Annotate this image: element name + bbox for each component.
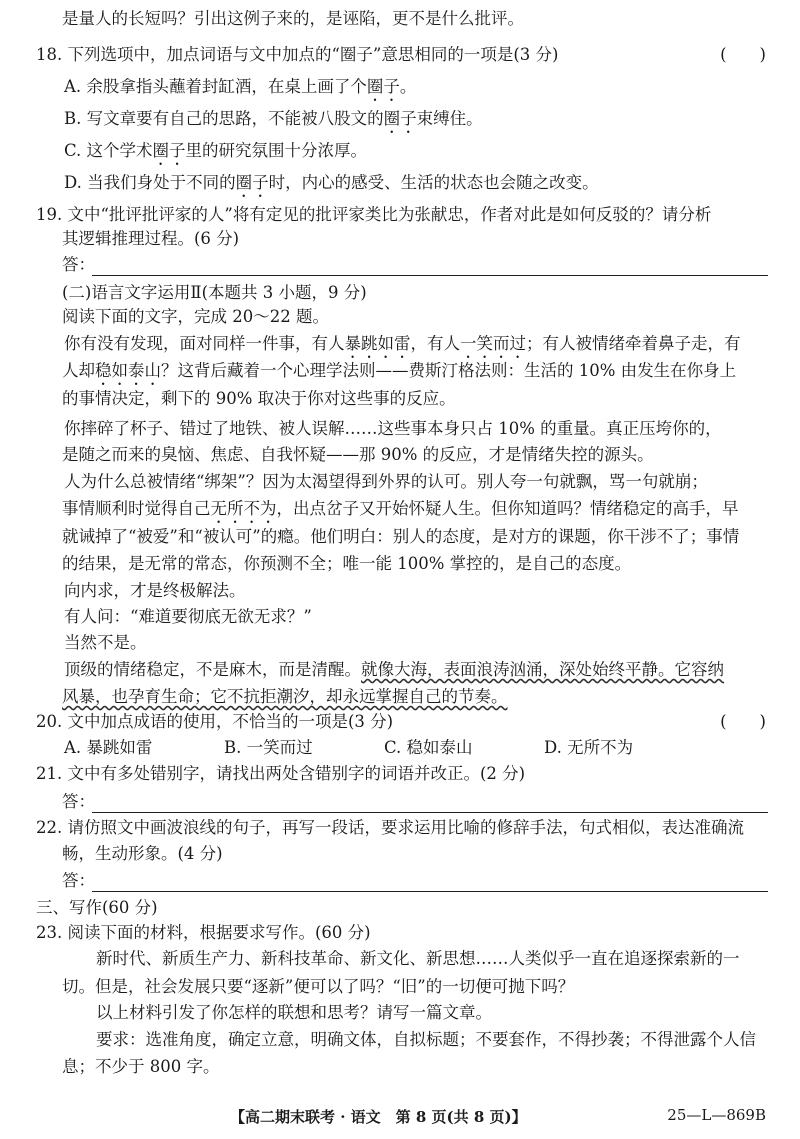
passage-p3-line3: 就诫掉了“被爱”和“被认可”的瘾。他们明白：别人的态度，是对方的课题，你干涉不了；事情 xyxy=(62,527,740,546)
passage-p7-line2: 风暴，也孕育生命；它不抗拒潮汐，却永远掌握自己的节奏。 xyxy=(62,687,508,706)
wavy-underlined-sentence: 就像大海，表面浪涛汹涌，深处始终平静。它容纳 xyxy=(361,660,724,679)
section2-intro: 阅读下面的文字，完成 20～22 题。 xyxy=(62,307,329,326)
q20-answer-bracket[interactable]: ( ) xyxy=(720,712,766,731)
q20-options xyxy=(64,737,704,759)
q18-stem: 18. 下列选项中，加点词语与文中加点的“圈子”意思相同的一项是(3 分) xyxy=(36,45,559,64)
q23-stem: 23. 阅读下面的材料，根据要求写作。(60 分) xyxy=(36,923,371,942)
q19-stem-line2: 其逻辑推理过程。(6 分) xyxy=(62,229,240,248)
q20-stem: 20. 文中加点成语的使用，不恰当的一项是(3 分) xyxy=(36,712,394,731)
passage-p7-line1: 顶级的情绪稳定，不是麻木，而是清醒。就像大海，表面浪涛汹涌，深处始终平静。它容纳 xyxy=(64,660,724,679)
q21-stem: 21. 文中有多处错别字，请找出两处含错别字的词语并改正。(2 分) xyxy=(36,764,526,783)
passage-p2-line2: 是随之而来的臭恼、焦虑、自我怀疑——那 90% 的反应，才是情绪失控的源头。 xyxy=(62,445,654,464)
q20-option-b[interactable]: B. 一笑而过 xyxy=(224,738,313,757)
q20-option-c[interactable]: C. 稳如泰山 xyxy=(384,738,473,757)
q18-option-b[interactable]: B. 写文章要有自己的思路，不能被八股文的圈子束缚住。 xyxy=(64,109,483,128)
material-line3: 以上材料引发了你怎样的联想和思考？请写一篇文章。 xyxy=(96,1003,492,1022)
material-line2: 切。但是，社会发展只要“逐新”便可以了吗？“旧”的一切便可抛下吗？ xyxy=(62,977,575,996)
passage-p6: 当然不是。 xyxy=(64,633,147,652)
passage-p1-line1: 你有没有发现，面对同样一件事，有人暴跳如雷，有人一笑而过；有人被情绪牵着鼻子走，有 xyxy=(64,334,741,353)
q20-option-d[interactable]: D. 无所不为 xyxy=(544,738,634,757)
q22-answer-label: 答： xyxy=(62,871,95,890)
continued-text-line: 是量人的长短吗？引出这例子来的，是诬陷，更不是什么批评。 xyxy=(62,9,524,28)
q21-answer-line[interactable] xyxy=(92,812,768,813)
passage-p2-line1: 你摔碎了杯子、错过了地铁、被人误解……这些事本身只占 10% 的重量。真正压垮你的， xyxy=(64,419,722,438)
passage-p3-line2: 事情顺利时觉得自己无所不为，出点岔子又开始怀疑人生。但你知道吗？情绪稳定的高手，早 xyxy=(62,499,739,518)
passage-p1-line2: 人却稳如泰山？这背后藏着一个心理学法则——费斯汀格法则：生活的 10% 由发生在你身上 xyxy=(62,361,737,380)
q19-stem-line1: 19. 文中“批评批评家的人”将有定见的批评家类比为张献忠，作者对此是如何反驳的？请分析 xyxy=(36,205,712,224)
passage-p1-line3: 的事情决定，剩下的 90% 取决于你对这些事的反应。 xyxy=(62,389,456,408)
section2-heading: (二)语言文字运用Ⅱ(本题共 3 小题，9 分) xyxy=(62,283,367,302)
footer-title: 【高二期末联考 · 语文 第 8 页(共 8 页)】 xyxy=(230,1108,527,1126)
q20-option-a[interactable]: A. 暴跳如雷 xyxy=(64,738,153,757)
q18-option-a[interactable]: A. 余股拿指头蘸着封缸酒，在桌上画了个圈子。 xyxy=(64,77,417,96)
q19-answer-line[interactable] xyxy=(92,275,768,276)
q19-answer-label: 答： xyxy=(62,255,95,274)
passage-p5: 有人问：“难道要彻底无欲无求？” xyxy=(64,607,312,626)
q18-option-d[interactable]: D. 当我们身处于不同的圈子时，内心的感受、生活的状态也会随之改变。 xyxy=(64,173,599,192)
section3-heading: 三、写作(60 分) xyxy=(36,898,158,917)
q18-answer-bracket[interactable]: ( ) xyxy=(720,45,766,64)
q22-stem-line1: 22. 请仿照文中画波浪线的句子，再写一段话，要求运用比喻的修辞手法，句式相似，表达准确流 xyxy=(36,818,744,837)
requirements-line1: 要求：选准角度，确定立意，明确文体，自拟标题；不要套作，不得抄袭；不得泄露个人信 xyxy=(96,1030,756,1049)
passage-p3-line1: 人为什么总被情绪“绑架”？因为太渴望得到外界的认可。别人夸一句就飘，骂一句就崩； xyxy=(64,472,708,491)
q22-answer-line[interactable] xyxy=(92,891,768,892)
q22-stem-line2: 畅，生动形象。(4 分) xyxy=(62,844,223,863)
passage-p3-line4: 的结果，是无常的常态，你预测不全；唯一能 100% 掌控的，是自己的态度。 xyxy=(62,554,632,573)
footer-code: 25—L—869B xyxy=(667,1106,766,1124)
passage-p4: 向内求，才是终极解法。 xyxy=(64,581,246,600)
requirements-line2: 息；不少于 800 字。 xyxy=(62,1057,220,1076)
material-line1: 新时代、新质生产力、新科技革命、新文化、新思想……人类似乎一直在追逐探索新的一 xyxy=(96,949,740,968)
q18-option-c[interactable]: C. 这个学术圈子里的研究氛围十分浓厚。 xyxy=(64,141,368,160)
q21-answer-label: 答： xyxy=(62,792,95,811)
